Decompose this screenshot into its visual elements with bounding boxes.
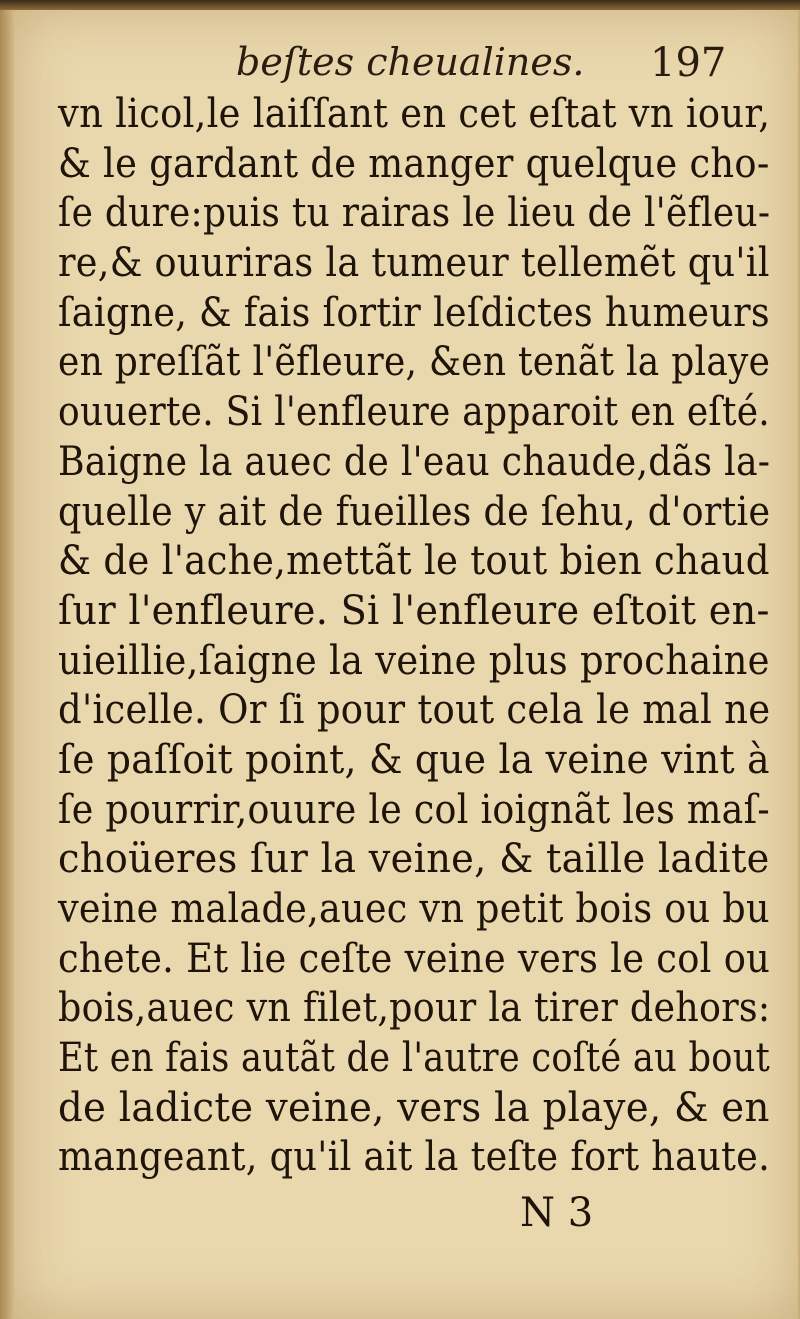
text-line: ſur l'enfleure. Si l'enfleure eſtoit en- (58, 587, 770, 634)
page-header (0, 40, 800, 90)
text-line: & de l'ache,mettãt le tout bien chaud (58, 538, 770, 585)
text-line: choüeres ſur la veine, & taille ladite (58, 836, 770, 883)
text-line: ouuerte. Si l'enfleure apparoit en eſté. (58, 389, 771, 436)
text-line: mangeant, qu'il ait la teſte fort haute. (58, 1134, 771, 1181)
body-text (58, 90, 770, 1183)
text-line: ſaigne, & fais ſortir leſdictes humeurs (58, 289, 770, 336)
text-line: ſe dure:puis tu rairas le lieu de l'ẽfleu- (58, 190, 771, 237)
text-line: uieillie,ſaigne la veine plus prochaine (58, 637, 770, 684)
text-line: vn licol,le laiſſant en cet eſtat vn iour, (58, 91, 771, 137)
text-line: d'icelle. Or ſi pour tout cela le mal ne (58, 687, 771, 734)
text-line: re,& ouuriras la tumeur tellemẽt qu'il (58, 240, 770, 287)
running-title: beſtes cheualines. (236, 40, 585, 84)
page-number: 197 (650, 40, 727, 86)
text-line: ſe pourrir,ouure le col ioignãt les maſ- (58, 786, 770, 833)
text-line: veine malade,auec vn petit bois ou bu (58, 886, 770, 932)
page-top-band (0, 0, 800, 10)
text-line: quelle y ait de fueilles de ſehu, d'ortie (58, 488, 771, 535)
signature-mark: N 3 (520, 1190, 594, 1236)
text-line: ſe paſſoit point, & que la veine vint à (58, 736, 770, 783)
text-line: en preſſãt l'ẽfleure, &en tenãt la playe (58, 339, 771, 386)
text-line: bois,auec vn filet,pour la tirer dehors: (58, 985, 771, 1032)
text-line: de ladicte veine, vers la playe, & en (58, 1084, 770, 1131)
text-line: Et en fais autãt de l'autre coſté au bout (58, 1035, 771, 1082)
text-line: Baigne la auec de l'eau chaude,dãs la- (58, 438, 771, 485)
text-line: & le gardant de manger quelque cho- (58, 140, 770, 187)
text-line: chete. Et lie ceſte veine vers le col ou (58, 935, 771, 982)
